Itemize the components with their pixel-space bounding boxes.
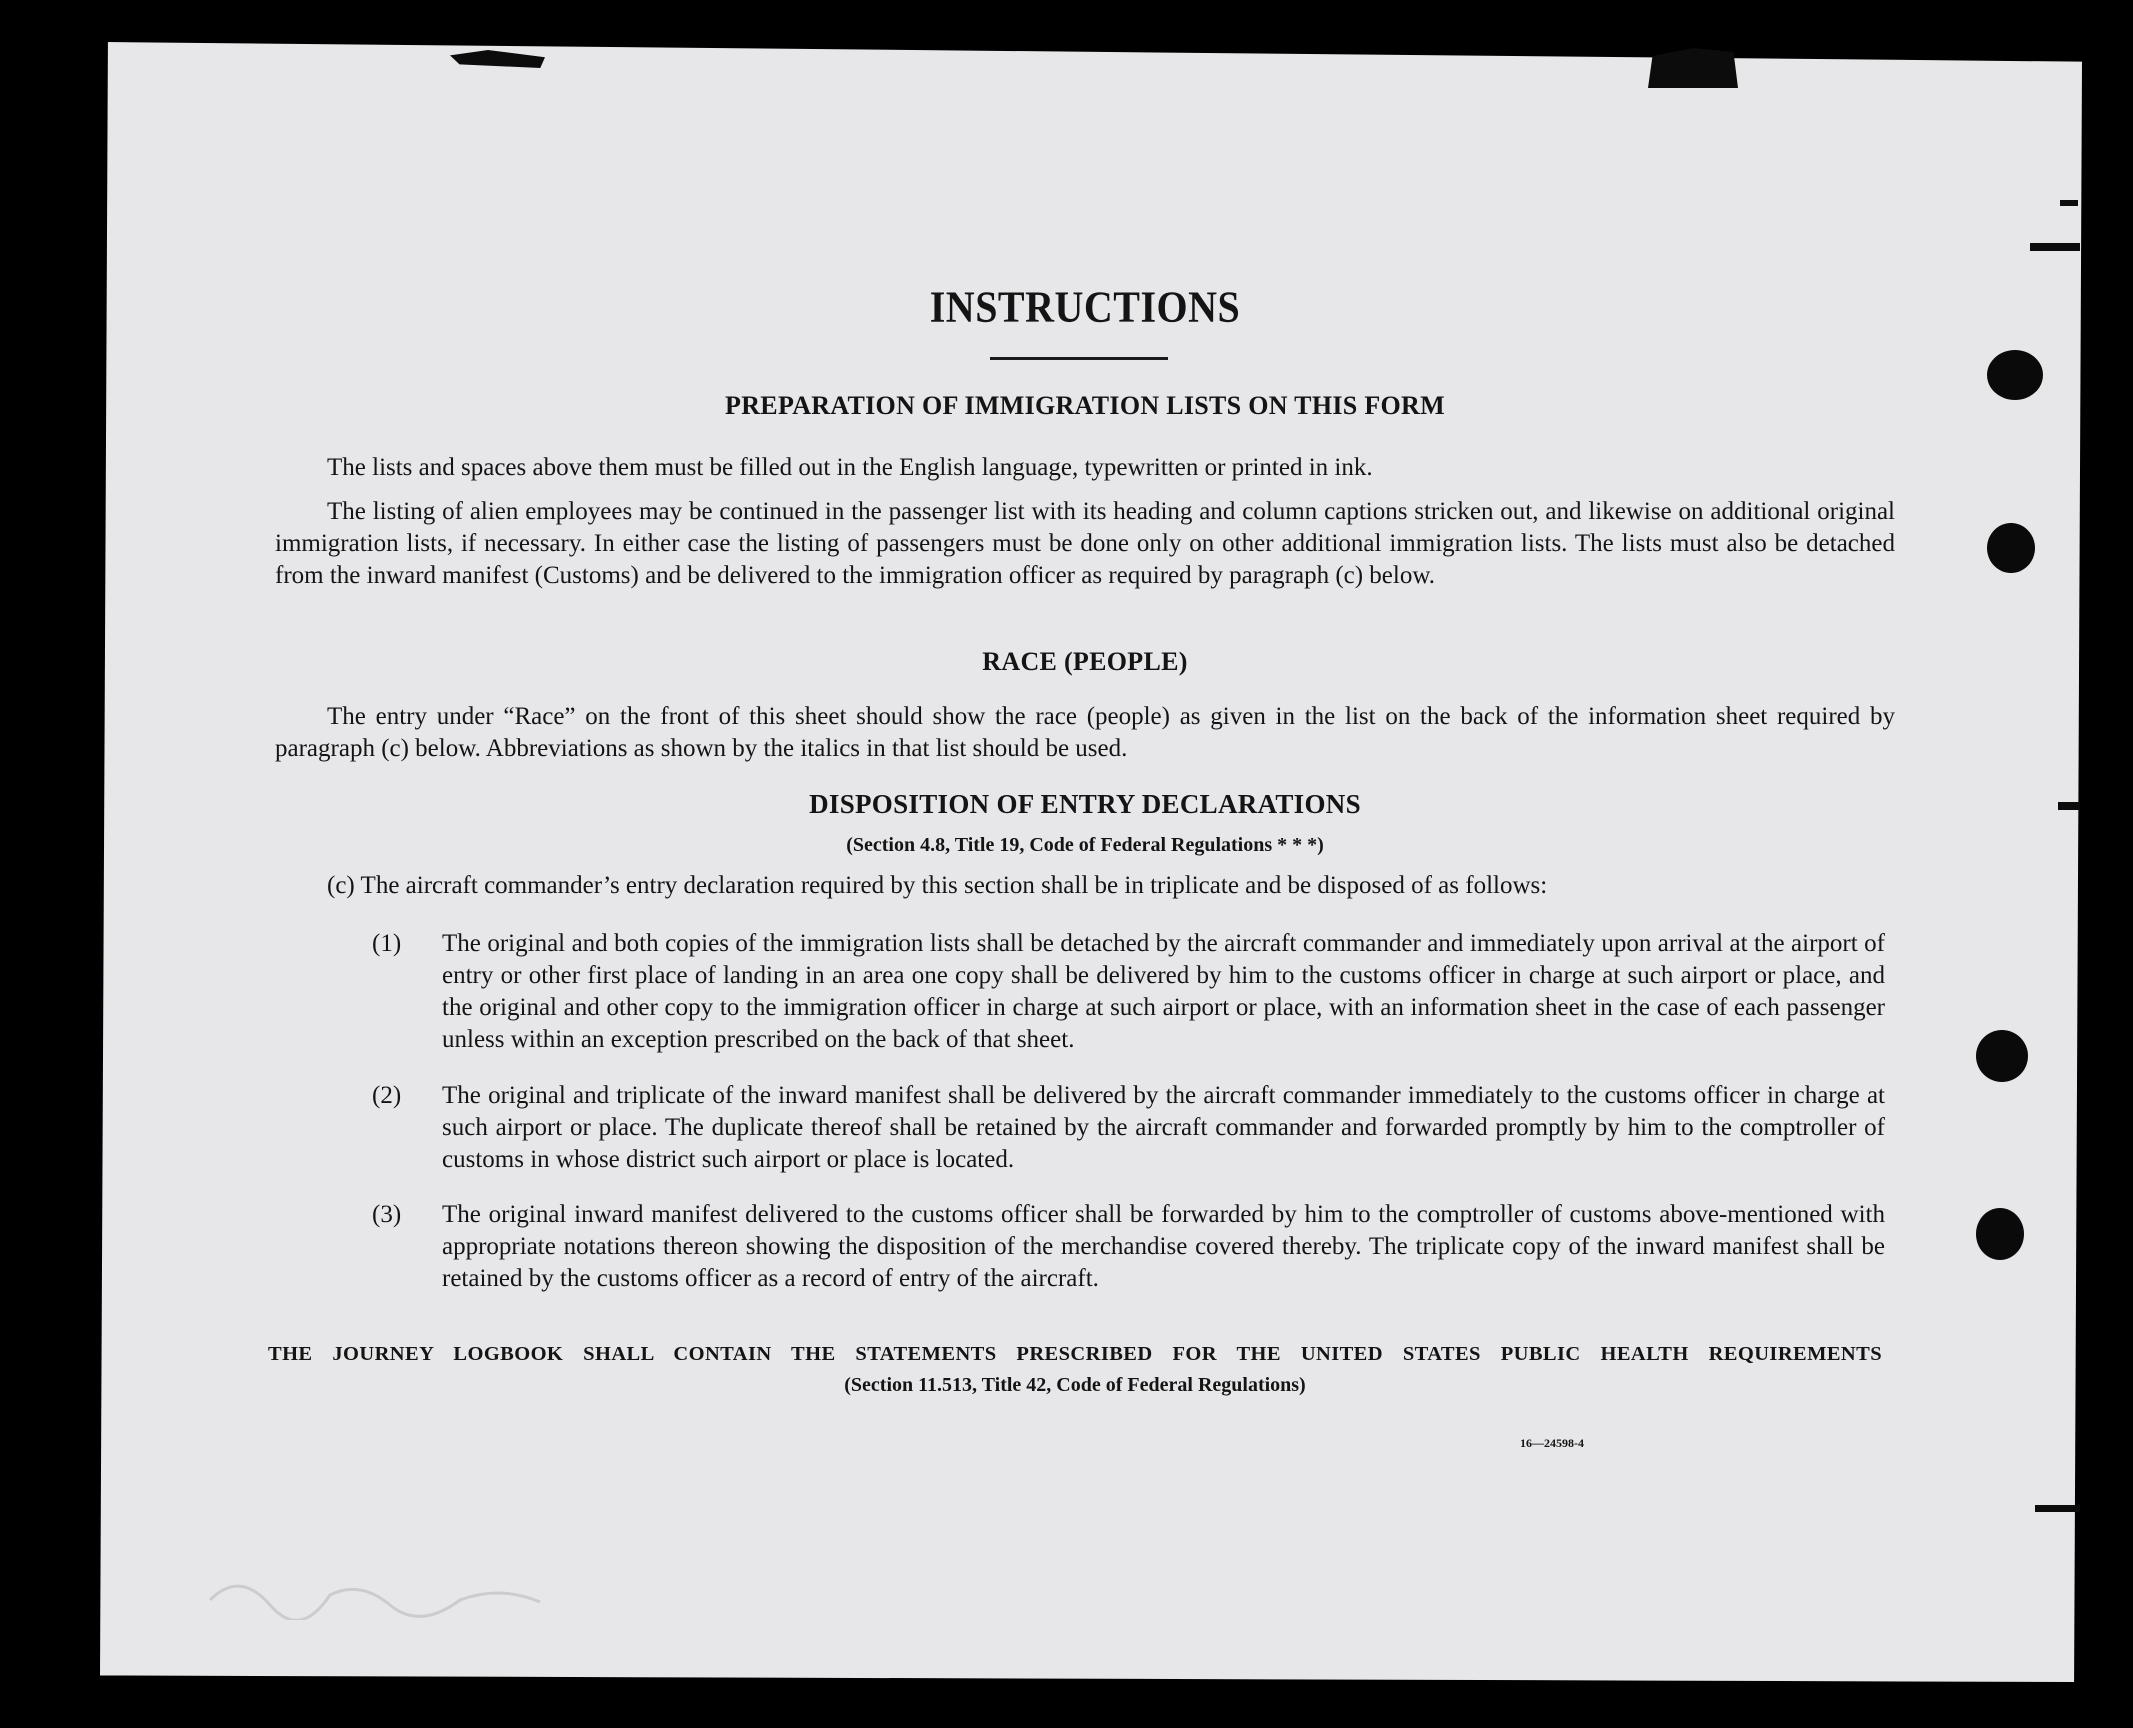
page-title: INSTRUCTIONS (929, 281, 1241, 332)
list-item-number: (2) (372, 1082, 402, 1109)
title-underline (990, 357, 1168, 360)
health-requirements-reference: (Section 11.513, Title 42, Code of Federal Regulations) (844, 1374, 1306, 1396)
list-item (372, 928, 1885, 1056)
list-item-text: The original inward manifest delivered to the customs officer shall be forwarded by him to the comptroller of customs above-mentioned with appropriate notations thereon showing the disposition of the merchandise covered thereby. The triplicate copy of the inward manifest shall be retained by the customs officer as a record of entry of the aircraft. (442, 1201, 1885, 1292)
section-heading-race: RACE (PEOPLE) (982, 647, 1188, 676)
list-item-text: The original and both copies of the immigration lists shall be detached by the aircraft commander and immediately upon arrival at the airport of entry or other first place of landing in an area one copy shall be delivered by him to the customs officer in charge at such airport or place, and the original and other copy to the immigration officer in charge at such airport or place, with an information sheet in the case of each passenger unless within an exception prescribed on the back of that sheet. (442, 930, 1885, 1053)
health-requirements-statement: THE JOURNEY LOGBOOK SHALL CONTAIN THE STATEMENTS PRESCRIBED FOR THE UNITED STATES PUBLIC HEALTH REQUIREMENTS (268, 1343, 1882, 1365)
form-number: 16—24598-4 (1520, 1436, 1584, 1450)
paragraph-race: The entry under “Race” on the front of this sheet should show the race (people) as given in the list on the back of the information sheet required by paragraph (c) below. Abbreviations as shown by the italics in that list should be used. (275, 703, 1895, 762)
section-reference: (Section 4.8, Title 19, Code of Federal Regulations * * *) (846, 834, 1324, 856)
list-item (372, 1080, 1885, 1176)
list-item-text: The original and triplicate of the inward manifest shall be delivered by the aircraft commander immediately to the customs officer in charge at such airport or place. The duplicate thereof shall be retained by the aircraft commander and forwarded promptly by him to the comptroller of customs in whose district such airport or place is located. (442, 1082, 1885, 1173)
paragraph-language: The lists and spaces above them must be filled out in the English language, typewritten or printed in ink. (327, 454, 1373, 481)
section-heading-disposition: DISPOSITION OF ENTRY DECLARATIONS (809, 789, 1361, 819)
section-heading-preparation: PREPARATION OF IMMIGRATION LISTS ON THIS FORM (725, 391, 1445, 420)
list-item (372, 1199, 1885, 1295)
list-item-number: (3) (372, 1201, 402, 1228)
paragraph-intro-c: (c) The aircraft commander’s entry declaration required by this section shall be in triplicate and be disposed of as follows: (327, 872, 1548, 899)
paragraph-alien-employees: The listing of alien employees may be continued in the passenger list with its heading and column captions stricken out, and likewise on additional original immigration lists, if necessary. In either case the listing of passengers must be done only on other additional immigration lists. The lists must also be detached from the inward manifest (Customs) and be delivered to the immigration officer as required by paragraph (c) below. (275, 498, 1895, 589)
list-item-number: (1) (372, 930, 402, 957)
